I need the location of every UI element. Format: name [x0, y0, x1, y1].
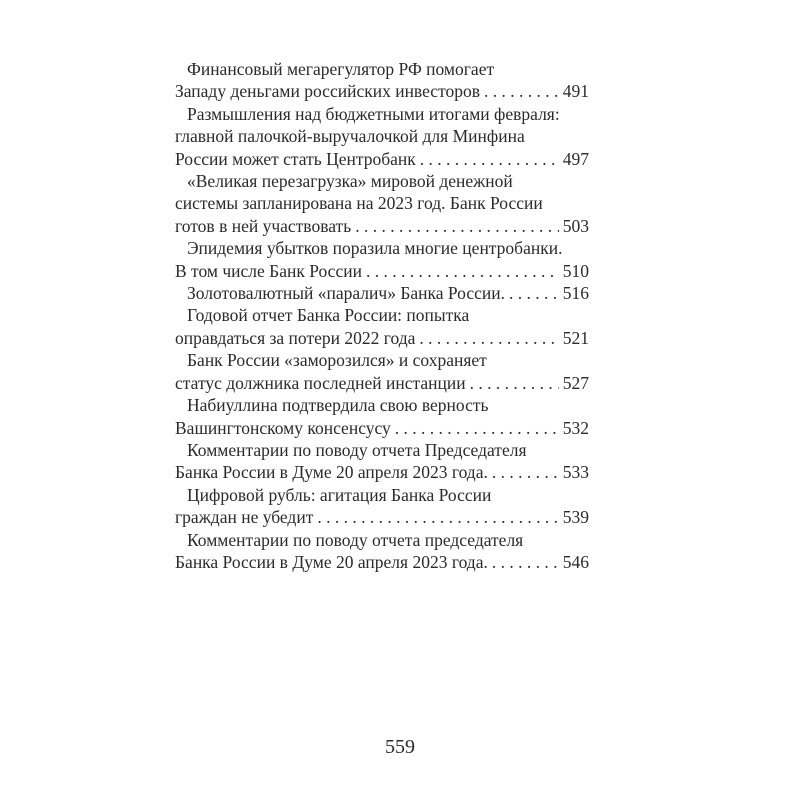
- toc-entry-last-line: [175, 80, 589, 102]
- toc-entry-text: системы запланирована на 2023 год. Банк России: [175, 193, 543, 214]
- toc-entry-last-line: [175, 506, 589, 528]
- toc-entry-page: 497: [562, 148, 589, 169]
- dot-leader: [492, 551, 559, 573]
- toc-entry[interactable]: [175, 103, 589, 170]
- toc-entry[interactable]: [175, 439, 589, 484]
- toc-entry-text: главной палочкой-выручалочкой для Минфина: [175, 126, 525, 147]
- toc-entry-last-line: [175, 282, 589, 304]
- toc-entry-text: Размышления над бюджетными итогами февраля:: [187, 103, 560, 124]
- toc-entry-last-line: [175, 260, 589, 282]
- toc-entry[interactable]: [175, 304, 589, 349]
- toc-entry-page: 546: [562, 551, 589, 572]
- toc-entry-text: В том числе Банк России: [175, 260, 362, 281]
- toc-entry-text: Финансовый мегарегулятор РФ помогает: [187, 59, 495, 79]
- toc-entry-last-line: [175, 372, 589, 394]
- toc-entry[interactable]: [175, 349, 589, 394]
- toc-entry-text: «Великая перезагрузка» мировой денежной: [187, 171, 513, 192]
- dot-leader: [509, 282, 559, 304]
- toc-entry-text: Банка России в Думе 20 апреля 2023 года.: [175, 551, 488, 572]
- toc-entry-text: Банка России в Думе 20 апреля 2023 года.: [175, 462, 488, 483]
- toc-entry[interactable]: [175, 394, 589, 439]
- toc-entry-page: 539: [562, 507, 589, 528]
- toc-entry-page: 521: [562, 327, 589, 348]
- toc-entry-text: граждан не убедит: [175, 507, 314, 528]
- toc-entry-text: Банк России «заморозился» и сохраняет: [187, 350, 487, 371]
- toc-entry-text: России может стать Центробанк: [175, 148, 416, 169]
- toc-entry-text: статус должника последней инстанции: [175, 372, 466, 393]
- toc-entry-text: Западу деньгами российских инвесторов: [175, 81, 480, 102]
- toc-entry-page: 503: [562, 215, 589, 236]
- toc-entry-text: Комментарии по поводу отчета Председателя: [187, 439, 527, 460]
- toc-entry-page: 510: [562, 260, 589, 281]
- dot-leader: [492, 461, 559, 483]
- toc-entry-last-line: [175, 148, 589, 170]
- toc-entry-text: оправдаться за потери 2022 года: [175, 327, 416, 348]
- toc-entry[interactable]: [175, 237, 589, 282]
- toc-entry-text: Цифровой рубль: агитация Банка России: [187, 484, 492, 505]
- dot-leader: [420, 148, 559, 170]
- page-number: 559: [385, 736, 415, 758]
- toc-entry-last-line: [175, 461, 589, 483]
- dot-leader: [419, 327, 558, 349]
- table-of-contents: [175, 58, 589, 573]
- toc-entry-text: Эпидемия убытков поразила многие центробанки.: [187, 238, 563, 259]
- toc-entry[interactable]: [175, 282, 589, 304]
- dot-leader: [484, 80, 559, 102]
- toc-entry[interactable]: [175, 529, 589, 574]
- toc-entry-text: Набиуллина подтвердила свою верность: [187, 395, 489, 416]
- toc-entry-text: Вашингтонскому консенсусу: [175, 417, 391, 438]
- toc-entry-page: 491: [562, 81, 589, 102]
- toc-entry-page: 533: [562, 462, 589, 483]
- toc-entry-last-line: [175, 417, 589, 439]
- dot-leader: [395, 417, 559, 439]
- toc-entry-page: 516: [562, 283, 589, 304]
- toc-entry-last-line: [175, 215, 589, 237]
- toc-entry[interactable]: [175, 484, 589, 529]
- toc-entry-text: готов в ней участвовать: [175, 215, 352, 236]
- toc-entry-text: Годовой отчет Банка России: попытка: [187, 305, 470, 326]
- dot-leader: [470, 372, 559, 394]
- toc-entry-page: 532: [562, 417, 589, 438]
- dot-leader: [366, 260, 559, 282]
- toc-entry[interactable]: [175, 58, 589, 103]
- toc-entry-page: 527: [562, 372, 589, 393]
- toc-entry-text: Комментарии по поводу отчета председателя: [187, 529, 524, 550]
- toc-entry-last-line: [175, 327, 589, 349]
- toc-entry-last-line: [175, 551, 589, 573]
- dot-leader: [317, 506, 558, 528]
- toc-entry-text: Золотовалютный «паралич» Банка России.: [187, 283, 506, 304]
- toc-entry[interactable]: [175, 170, 589, 237]
- dot-leader: [355, 215, 559, 237]
